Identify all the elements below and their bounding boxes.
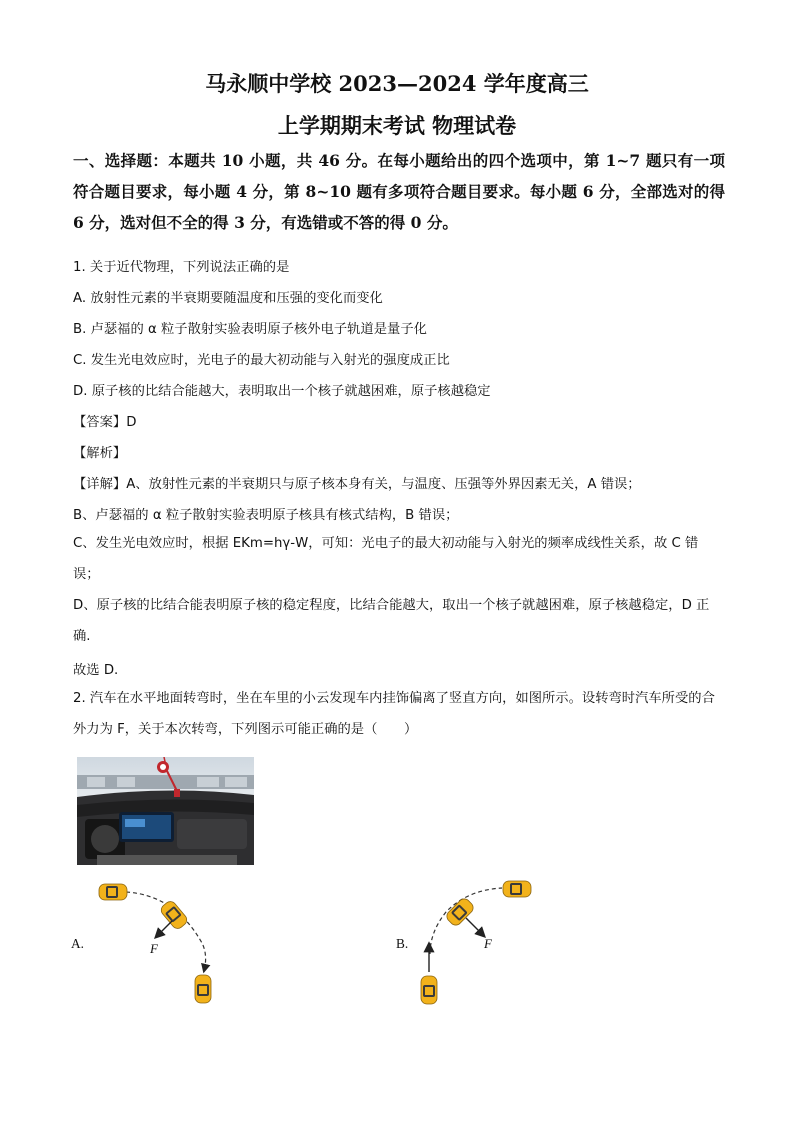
option-b-label: B. [396, 936, 409, 951]
option-a-diagram [90, 875, 230, 1015]
answer-tag: 【答案】 [73, 415, 127, 430]
page-title-line2: 上学期期末考试 物理试卷 [277, 113, 517, 138]
force-arrow-b [466, 918, 484, 936]
detail-a-row [73, 473, 641, 492]
car-icon [99, 884, 127, 900]
detail-c: C、发生光电效应时，根据 EKm=hγ-W，可知：光电子的最大初动能与入射光的频率成线性关系，故 C 错误； [73, 536, 699, 582]
question-1-option-c: C. 发生光电效应时，光电子的最大初动能与入射光的强度成正比 [73, 353, 450, 368]
question-1-option-a: A. 放射性元素的半衰期要随温度和压强的变化而变化 [73, 291, 383, 306]
option-a-label: A. [71, 936, 84, 951]
answer-value: D [126, 415, 137, 430]
detail-d: D、原子核的比结合能表明原子核的稳定程度，比结合能越大，取出一个核子就越困难，原子核越稳定，D 正确. [73, 598, 710, 644]
conclusion: 故选 D. [73, 663, 119, 678]
question-2-stem: 2. 汽车在水平地面转弯时，坐在车里的小云发现车内挂饰偏离了竖直方向，如图所示。设转弯时汽车所受的合外力为 F，关于本次转弯，下列图示可能正确的是（ ） [73, 691, 715, 737]
page-title-line1: 马永顺中学校 2023—2024 学年度高三 [205, 71, 589, 96]
force-arrow-a [156, 921, 172, 937]
car-icon [421, 976, 437, 1004]
car-icon [159, 899, 189, 931]
car-icon [195, 975, 211, 1003]
section-instructions: 一、选择题：本题共 10 小题，共 46 分。在每小题给出的四个选项中，第 1~7 题只有一项符合题目要求，每小题 4 分，第 8~10 题有多项符合题目要求。每小题 6 分，全部选对的得 6 分，选对但不全的得 3 分，有选错或不答的得 0 分。 [73, 151, 725, 232]
option-b-diagram [412, 872, 552, 1012]
car-interior-photo [77, 757, 254, 865]
detail-tag: 【详解】 [73, 477, 127, 492]
force-label-b: F [484, 936, 492, 951]
question-1-stem: 1. 关于近代物理，下列说法正确的是 [73, 260, 290, 275]
detail-b: B、卢瑟福的 α 粒子散射实验表明原子核具有核式结构，B 错误； [73, 508, 459, 523]
car-icon [503, 881, 531, 897]
force-label-a: F [150, 941, 158, 956]
answer-row [73, 411, 136, 430]
detail-a: A、放射性元素的半衰期只与原子核本身有关，与温度、压强等外界因素无关，A 错误； [126, 477, 641, 492]
question-1-option-d: D. 原子核的比结合能越大，表明取出一个核子就越困难，原子核越稳定 [73, 384, 491, 399]
question-1-option-b: B. 卢瑟福的 α 粒子散射实验表明原子核外电子轨道是量子化 [73, 322, 427, 337]
analysis-tag: 【解析】 [73, 446, 127, 461]
